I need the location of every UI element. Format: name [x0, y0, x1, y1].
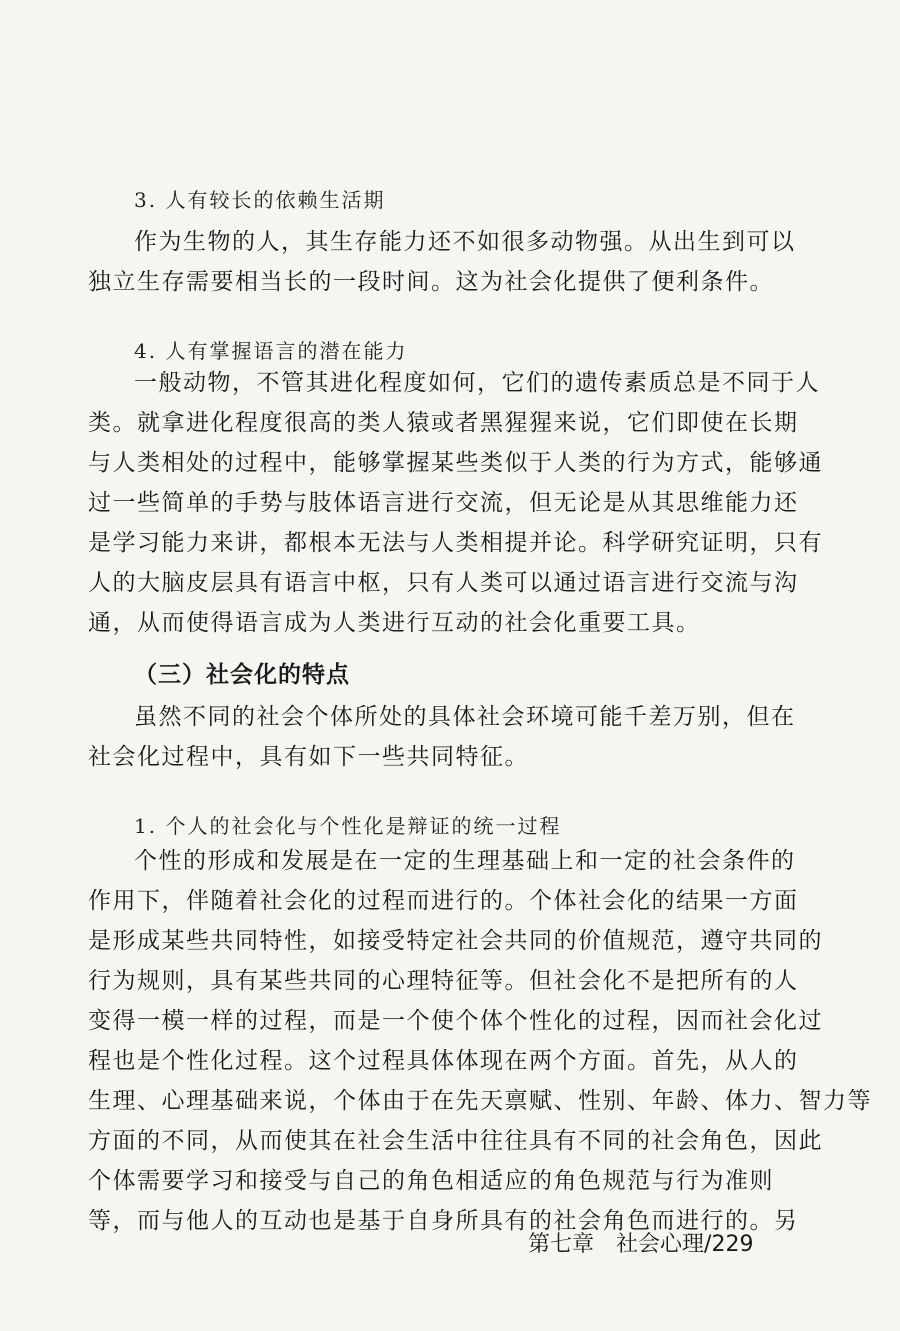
paragraph-1: [88, 841, 872, 1241]
subheading-1: 1. 个人的社会化与个性化是辩证的统一过程: [134, 814, 562, 838]
footer-title: 社会心理: [616, 1232, 705, 1257]
subheading-4: 4. 人有掌握语言的潜在能力: [134, 339, 408, 363]
paragraph-line: 通，从而使得语言成为人类进行互动的社会化重要工具。: [88, 610, 701, 636]
paragraph-line: 变得一模一样的过程，而是一个使个体个性化的过程，因而社会化过: [88, 1008, 823, 1034]
paragraph-line: 是形成某些共同特性，如接受特定社会共同的价值规范，遵守共同的: [88, 928, 823, 954]
paragraph-line: 独立生存需要相当长的一段时间。这为社会化提供了便利条件。: [88, 269, 774, 295]
subheading-3: 3. 人有较长的依赖生活期: [134, 188, 386, 212]
paragraph-line: 类。就拿进化程度很高的类人猿或者黑猩猩来说，它们即使在长期: [88, 410, 799, 436]
paragraph-line: 是学习能力来讲，都根本无法与人类相提并论。科学研究证明，只有: [88, 530, 823, 556]
paragraph-line: 个性的形成和发展是在一定的生理基础上和一定的社会条件的: [134, 848, 796, 874]
paragraph-line: 方面的不同，从而使其在社会生活中往往具有不同的社会角色，因此: [88, 1128, 823, 1154]
paragraph-line: 与人类相处的过程中，能够掌握某些类似于人类的行为方式，能够通: [88, 450, 823, 476]
footer-chapter: 第七章: [528, 1232, 595, 1257]
section-heading: （三）社会化的特点: [134, 662, 350, 688]
paragraph-line: 虽然不同的社会个体所处的具体社会环境可能千差万别，但在: [134, 704, 796, 730]
paragraph-line: 一般动物，不管其进化程度如何，它们的遗传素质总是不同于人: [134, 370, 820, 396]
paragraph-line: 生理、心理基础来说，个体由于在先天禀赋、性别、年龄、体力、智力等: [88, 1088, 872, 1114]
footer-page-number: /229: [704, 1232, 754, 1257]
paragraph-line: 社会化过程中，具有如下一些共同特征。: [88, 744, 529, 770]
paragraph-line: 人的大脑皮层具有语言中枢，只有人类可以通过语言进行交流与沟: [88, 570, 799, 596]
paragraph-section-intro: [88, 697, 796, 777]
paragraph-4: [88, 363, 823, 643]
paragraph-line: 作为生物的人，其生存能力还不如很多动物强。从出生到可以: [134, 229, 796, 255]
paragraph-line: 作用下，伴随着社会化的过程而进行的。个体社会化的结果一方面: [88, 888, 799, 914]
paragraph-line: 个体需要学习和接受与自己的角色相适应的角色规范与行为准则: [88, 1168, 774, 1194]
page-footer: [528, 1230, 753, 1260]
paragraph-line: 过一些简单的手势与肢体语言进行交流，但无论是从其思维能力还: [88, 490, 799, 516]
paragraph-line: 行为规则，具有某些共同的心理特征等。但社会化不是把所有的人: [88, 968, 799, 994]
paragraph-line: 等，而与他人的互动也是基于自身所具有的社会角色而进行的。另: [88, 1208, 799, 1234]
paragraph-3: [88, 222, 796, 302]
paragraph-line: 程也是个性化过程。这个过程具体体现在两个方面。首先，从人的: [88, 1048, 799, 1074]
